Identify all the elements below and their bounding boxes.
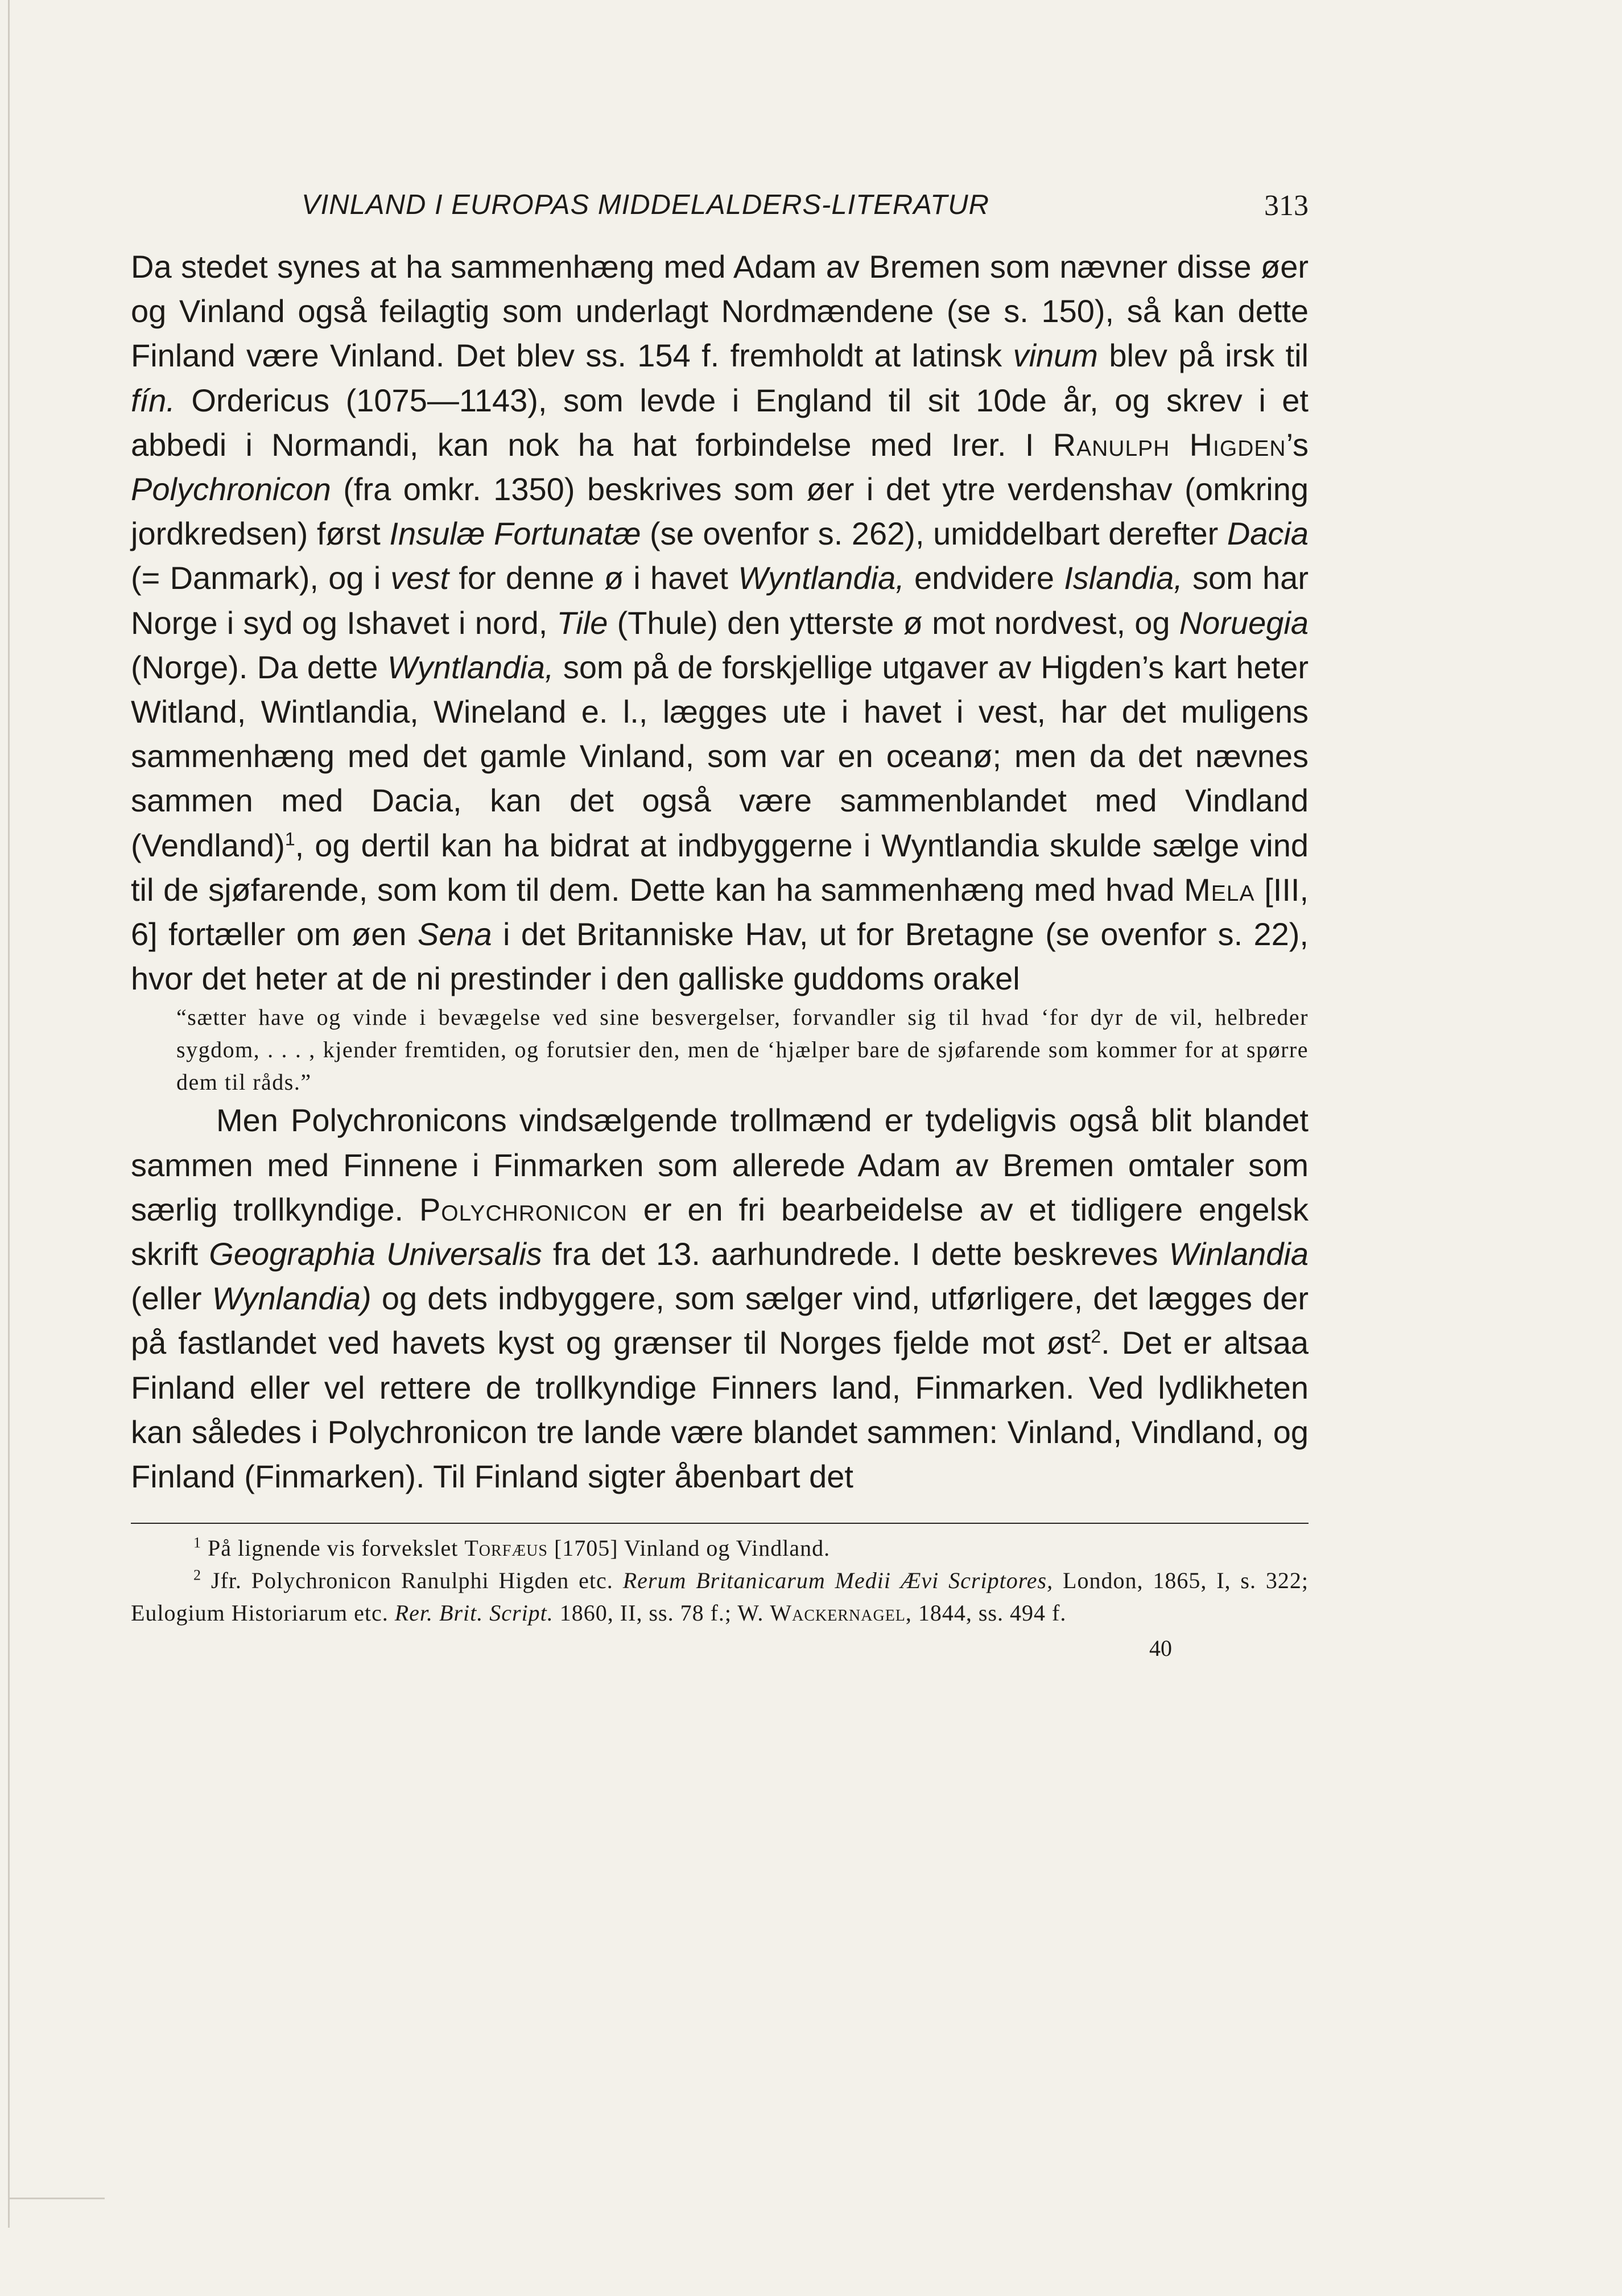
italic-term: Rerum Britanicarum Medii Ævi Scriptores,: [622, 1568, 1054, 1594]
footnote-mark: 2: [193, 1567, 201, 1584]
text-run: På lignende vis forvekslet: [208, 1535, 465, 1561]
text-run: Ordericus (1075—1143), som levde i England til sit 10de år, og skrev i et abbedi i Normandi, kan nok ha hat forbindelse med Irer. I: [131, 382, 1309, 463]
italic-term: Polychronicon: [131, 471, 331, 508]
italic-term: Winlandia: [1169, 1236, 1309, 1272]
paragraph-2: [131, 1098, 1309, 1499]
text-run: (= Danmark), og i: [131, 560, 391, 596]
text-run: (eller: [131, 1280, 212, 1317]
text-run: er en fri bearbeidelse av et tidligere engelsk skrift: [131, 1191, 1309, 1272]
text-run: [1705] Vinland og Vindland.: [547, 1535, 831, 1561]
signature-mark: 40: [1149, 1635, 1172, 1662]
text-run: som på de forskjellige utgaver av Higden’s kart heter Witland, Wintlandia, Wineland e. l., lægges ute i havet i vest, har det muligens sammenhæng med det gamle Vinland, som var en oceanø; men da det nævnes sammen med Dacia, kan det også være sammenblandet med Vindland (Vendland): [131, 649, 1309, 863]
footnote-mark: 1: [193, 1534, 201, 1551]
italic-term: vest: [390, 560, 449, 596]
book-page: [131, 182, 1309, 1662]
block-quote: “sætter have og vinde i bevægelse ved sine besvergelser, forvandler sig til hvad ‘for dyr de vil, helbreder sygdom, . . . , kjender fremtiden, og forutsier den, men de ‘hjælper bare de sjøfarende som kommer for at spørre dem til råds.”: [176, 1004, 1309, 1095]
author-name: Ranulph Higden: [1053, 426, 1286, 463]
text-run: [III, 6] fortæller om øen: [131, 871, 1309, 953]
italic-term: Sena: [417, 916, 492, 953]
text-run: endvidere: [904, 560, 1064, 596]
italic-term: Tile: [556, 604, 608, 641]
footnote-rule: [131, 1523, 1309, 1524]
italic-term: Dacia: [1227, 516, 1309, 552]
work-title: Polychronicon: [419, 1191, 628, 1227]
text-run: i det Britanniske Hav, ut for Bretagne (se ovenfor s. 22), hvor det heter at de ni prestinder i den galliske guddoms orakel: [131, 916, 1309, 997]
footnote-2: [131, 1564, 1309, 1629]
body-text: [131, 245, 1309, 1499]
italic-term: Wynlandia): [212, 1280, 372, 1317]
text-run: Men Polychronicons vindsælgende trollmænd er tydeligvis også blit blandet sammen med Finnene i Finmarken som allerede Adam av Bremen omtaler som særlig trollkyndige.: [131, 1102, 1309, 1227]
text-run: Jfr. Polychronicon Ranulphi Higden etc.: [211, 1568, 623, 1594]
author-name: Mela: [1184, 871, 1255, 908]
page-number: 313: [1264, 189, 1309, 222]
footnote-ref: 1: [284, 828, 295, 849]
footnote-1: [131, 1532, 1309, 1564]
italic-term: fín.: [131, 382, 175, 418]
text-run: for denne ø i havet: [449, 560, 738, 596]
text-run: blev på irsk til: [1097, 337, 1309, 374]
italic-term: Wyntlandia,: [387, 649, 554, 685]
italic-term: vinum: [1013, 337, 1098, 374]
paragraph-1: [131, 245, 1309, 1001]
author-name: Torfæus: [464, 1535, 548, 1561]
text-run: , og dertil kan ha bidrat at indbyggerne i Wyntlandia skulde sælge vind til de sjøfarende, som kom til dem. Dette kan ha sammenhæng med hvad: [131, 827, 1309, 908]
italic-term: Wyntlandia,: [738, 560, 905, 596]
author-name: Wackernagel: [770, 1600, 906, 1626]
footnotes: [131, 1532, 1309, 1629]
running-head: [131, 182, 1309, 228]
text-run: 1860, II, ss. 78 f.; W.: [553, 1600, 770, 1626]
text-run: , 1844, ss. 494 f.: [905, 1600, 1067, 1626]
text-run: Da stedet synes at ha sammenhæng med Adam av Bremen som nævner disse øer og Vinland også feilagtig som underlagt Nordmændene (se s. 150), så kan dette Finland være Vinland. Det blev ss. 154 f. fremholdt at latinsk: [131, 249, 1309, 374]
italic-term: Insulæ Fortunatæ: [389, 516, 641, 552]
italic-term: Noruegia: [1179, 604, 1309, 641]
scan-edge-line: [8, 0, 10, 2228]
text-run: fra det 13. aarhundrede. I dette beskreves: [542, 1236, 1169, 1272]
italic-term: Geographia Universalis: [209, 1236, 542, 1272]
italic-term: Islandia,: [1064, 560, 1183, 596]
italic-term: Rer. Brit. Script.: [394, 1600, 554, 1626]
text-run: (se ovenfor s. 262), umiddelbart derefter: [641, 516, 1227, 552]
footnote-ref: 2: [1091, 1326, 1101, 1347]
text-run: ’s: [1286, 426, 1309, 463]
text-run: og dets indbyggere, som sælger vind, utførligere, det lægges der på fastlandet ved havets kyst og grænser til Norges fjelde mot øst: [131, 1280, 1309, 1361]
scan-edge-tick: [8, 2198, 105, 2199]
text-run: som har Norge i syd og Ishavet i nord,: [131, 560, 1309, 641]
text-run: . Det er altsaa Finland eller vel rettere de trollkyndige Finners land, Finmarken. Ved lydlikheten kan således i Polychronicon tre lande være blandet sammen: Vinland, Vindland, og Finland (Finmarken). Til Finland sigter åbenbart det: [131, 1325, 1309, 1495]
text-run: London, 1865, I, s. 322; Eulogium Historiarum etc.: [131, 1568, 1309, 1626]
text-run: (Norge). Da dette: [131, 649, 387, 685]
running-title: VINLAND I EUROPAS MIDDELALDERS-LITERATUR: [302, 189, 989, 220]
text-run: (Thule) den ytterste ø mot nordvest, og: [608, 604, 1179, 641]
text-run: (fra omkr. 1350) beskrives som øer i det ytre verdenshav (omkring jordkredsen) først: [131, 471, 1309, 552]
